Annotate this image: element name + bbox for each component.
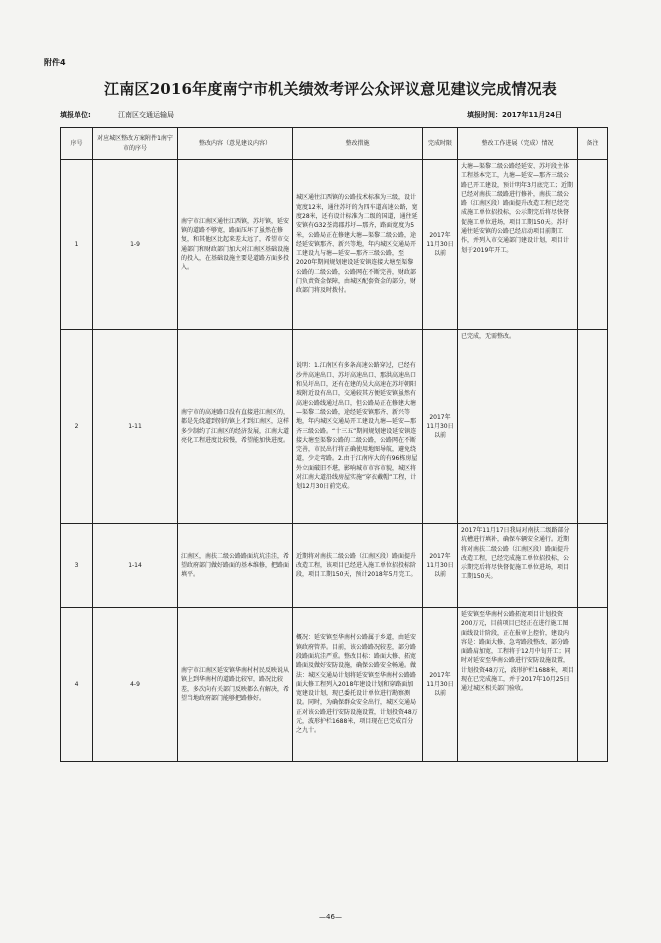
cell-remark [578,608,608,762]
col-deadline: 完成时限 [423,128,458,160]
cell-seq: 3 [61,524,93,608]
table-row [61,160,608,330]
attachment-label: 附件4 [44,58,66,67]
cell-remark [578,160,608,330]
cell-progress: 大塘—渠黎二级公路经延安、苏圩段主体工程基本完工，九塘—延安—那齐三级公路已开工建设，预计明年3月底完工；近期已经对南扶二级路进行修补，南扶二级公路（江南区段）路面提升改造工程已经完成施工单位招投标，公示期完后将尽快督促施工单位进场，项目工期150天。苏圩通往延安镇的公路已经启动项目前期工作，并列入市交通部门建设计划，项目计划于2019年开工。 [458,160,578,330]
cell-content: 江南区，南扶二级公路路面坑坑洼洼，希望政府部门做好路面的基本维修，把路面填平。 [178,524,293,608]
cell-item: 1-9 [93,160,178,330]
fill-unit-value: 江南区交通运输局 [118,111,174,119]
cell-seq: 4 [61,608,93,762]
table-row [61,524,608,608]
cell-content: 南宁市江南区通往江西镇，苏圩镇，延安镇的道路不够宽，路面压坏了虽然在修复，和其他区比起来差太远了，希望市交通部门和财政部门加大对江南区基础设施的投入，在基础设施主要是道路方面多投入。 [178,160,293,330]
cell-content: 南宁市江南区延安镇华南村村民反映说从镇上到华南村的道路比较窄，路况比较差，多次向有关部门反映都么有解决，希望当地政府部门能够把路修好。 [178,608,293,762]
cell-seq: 1 [61,160,93,330]
page-title: 江南区2016年度南宁市机关绩效考评公众评议意见建议完成情况表 [104,80,557,98]
col-progress: 整改工作进展（完成）情况 [458,128,578,160]
col-seq: 序号 [61,128,93,160]
cell-remark [578,524,608,608]
table-row [61,330,608,524]
cell-measures: 概况：延安镇至华南村公路属于乡道，由延安镇政府管养。目前，该公路路况较差，部分路段路面坑洼严重。整改目标：路面大修、拓宽路面及做好安防设施，确保公路安全畅通。做法：城区交通局计划将延安镇至华南村公路路面大修工程列入2018年建设计划和穿路面加宽建设计划，现已委托设计单位进行勘察测设。同时，为确保群众安全出行，城区交通局正对该公路进行安防设施设置，计划投资48万元，波形护栏1688米，项目现在已完成百分之九十。 [293,608,423,762]
col-measures: 整改措施 [293,128,423,160]
cell-seq: 2 [61,330,93,524]
col-item: 对应城区整改方案附件1南宁市的序号 [93,128,178,160]
cell-measures: 城区通往江西镇的公路技术标准为三级，设计宽度12米，通往苏圩的为四车道高速公路，宽度28米，还有设计标准为二级的国道，通往延安镇有G32荃湾郡苏圩—那齐，路面宽度为5米，公路局正在修建大塘—渠黎二级公路，途经延安镇那齐、新兴等地，年内城区交通局开工建设九与塘—延安—那齐三级公路，至2020年期间规划建设延安镇连接大塘至渠黎公路的二级公路，公路网在不断完善，财政部门负责资金保障，由城区配套资金的部分，财政部门将及时拨付。 [293,160,423,330]
cell-item: 1-11 [93,330,178,524]
table-header-row [61,128,608,160]
col-remark: 备注 [578,128,608,160]
cell-item: 1-14 [93,524,178,608]
table-row [61,608,608,762]
cell-deadline: 2017年11月30日以前 [423,330,458,524]
page-number: —46— [319,913,342,921]
cell-deadline: 2017年11月30日以前 [423,608,458,762]
rectification-table [60,127,608,762]
cell-progress: 已完成，无需整改。 [458,330,578,524]
col-content: 整改内容（意见建议内容） [178,128,293,160]
cell-progress: 延安镇至华南村公路拓宽项目计划投资200万元，目前项目已经正在进行施工图面线设计阶段，正在报审上控价，建设内容是：路面大修、急弯路段整改、部分路面路肩加宽，工程将于12月中旬开工；同时对延安至华南公路进行安防设施设置，计划投资48万元，波形护栏1688米，项目现在已完成施工，并于2017年10月25日通过城区相关部门验收。 [458,608,578,762]
fill-unit-label: 填报单位: [60,111,91,119]
cell-remark [578,330,608,524]
cell-measures: 说明：1.江南区有多条高速公路穿过，已经有沙井高速出口、苏圩高速出口、那洪高速出口和吴圩出口，还有在建的吴大高速在苏圩朝阳坡附近设有出口，交通较其方便延安镇虽然有高速公路线通过出口，但公路局正在修建大塘—渠黎二级公路，途经延安镇那齐、新兴等地，年内城区交通局开工建设九塘—延安—那齐三级公路。“十三五”期间规划建设延安镇连接大塘至渠黎公路的二级公路，公路网在不断完善，市民出行将正确使用地图导航，避免绕道，少走弯路。2.由于江南库大的有96栋房屋外立面破旧不堪，影响城市市容市貌，城区将对江南大道沿线房屋实施“穿衣戴帽”工程，计划12月30日前完成。 [293,330,423,524]
cell-progress: 2017年11月17日我局对南扶二级路部分坑槽进行填补，确保车辆安全通行。近期将对南扶二级公路（江南区段）路面提升改造工程，已经完成施工单位招投标，公示期完后将尽快督促施工单位进场，项目工期150天。 [458,524,578,608]
cell-item: 4-9 [93,608,178,762]
cell-content: 南宁市的高速路口没有直接进江南区的，都是先绕道到别的镇上才到江南区，这样多少制约了江南区的经济发展，江南大道亮化工程进度比较慢，希望能加快进度。 [178,330,293,524]
cell-deadline: 2017年11月30日以前 [423,524,458,608]
cell-deadline: 2017年11月30日以前 [423,160,458,330]
cell-measures: 近期将对南扶二级公路（江南区段）路面提升改造工程，该项目已经进入施工单位招投标阶段，项目工期150天，预计2018年5月完工。 [293,524,423,608]
fill-date: 填报时间：2017年11月24日 [467,111,562,119]
